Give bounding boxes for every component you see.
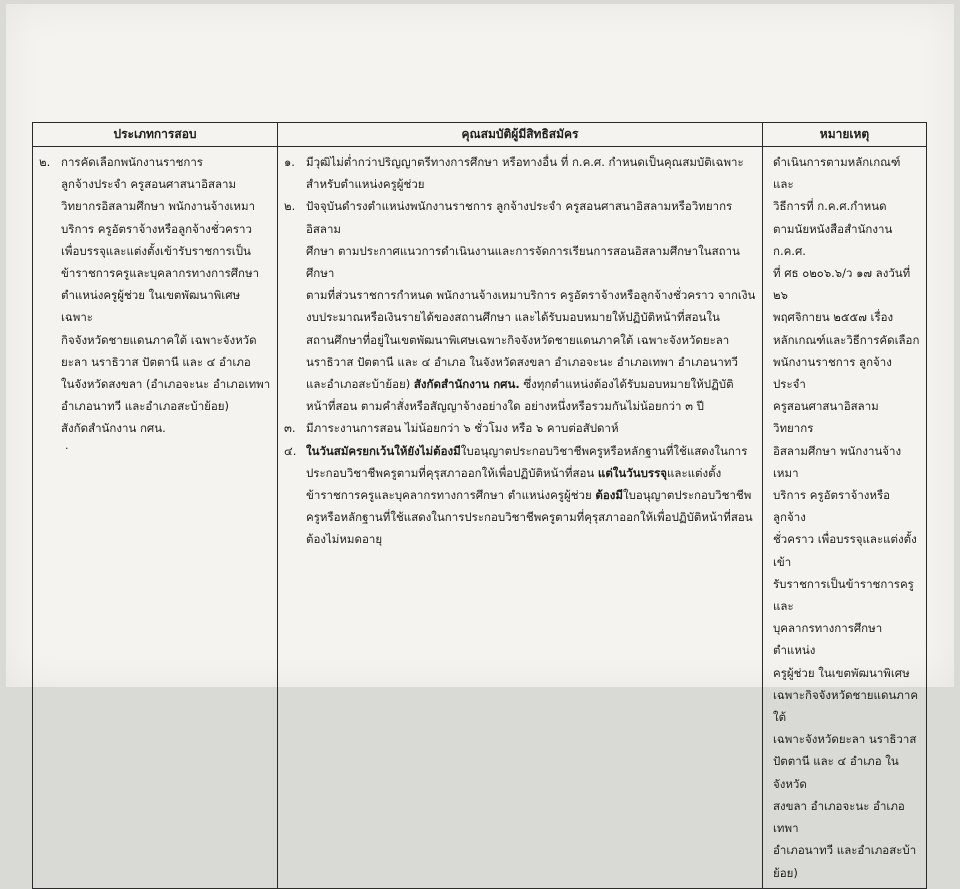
text-run: ข้าราชการครูและบุคลากรทางการศึกษา ตำแหน่งครูผู้ช่วย [306,488,596,503]
appointment-bold: แต่ในวันบรรจุ [597,465,667,480]
remark-line: วิธีการที่ ก.ค.ศ.กำหนด [773,199,887,214]
item-number: ๒. [284,199,296,214]
exam-type-line: บริการ ครูอัตราจ้างหรือลูกจ้างชั่วคราว [61,221,252,236]
remark-line: ครูสอนศาสนาอิสลาม วิทยากร [773,399,879,436]
remark-line: ครูผู้ช่วย ในเขตพัฒนาพิเศษ [773,665,910,680]
exam-type-line: ยะลา นราธิวาส ปัตตานี และ ๔ อำเภอ [61,354,251,369]
exam-type-line: การคัดเลือกพนักงานราชการ [61,155,203,169]
item-number: ๓. [284,421,296,436]
qualification-line: ต้องไม่หมดอายุ [306,532,383,547]
qualification-line [306,484,756,506]
remark-line: บุคลากรทางการศึกษา ตำแหน่ง [773,621,883,658]
qualification-line [306,462,756,484]
document-page [6,4,954,880]
remark-line: ชั่วคราว เพื่อบรรจุและแต่งตั้งเข้า [773,532,917,569]
remark-line: ตามนัยหนังสือสำนักงาน ก.ค.ศ. [773,221,893,258]
qualification-table [32,122,927,889]
qualification-line: หน้าที่สอน ตามคำสั่งหรือสัญญาจ้างอย่างใด อย่างหนึ่งหรือรวมกันไม่น้อยกว่า ๓ ปี [306,399,704,414]
remark-line: สงขลา อำเภอจะนะ อำเภอเทพา [773,798,905,836]
remark-line: ปัตตานี และ ๔ อำเภอ ในจังหวัด [773,754,899,791]
remark-line: เฉพาะกิจจังหวัดชายแดนภาคใต้ [773,687,919,725]
qualification-line [306,373,756,395]
table-row [33,147,927,889]
remark-line: เฉพาะจังหวัดยะลา นราธิวาส [773,732,917,747]
qualification-line: ตามที่ส่วนราชการกำหนด พนักงานจ้างเหมาบริการ ครูอัตราจ้างหรือลูกจ้างชั่วคราว จากเงิน [306,288,756,303]
header-qualifications: คุณสมบัติผู้มีสิทธิสมัคร [278,123,763,147]
header-exam-type: ประเภทการสอบ [33,123,278,147]
exam-type-line: อำเภอนาทวี และอำเภอสะบ้าย้อย) [61,399,230,414]
qualification-line: สำหรับตำแหน่งครูผู้ช่วย [306,177,425,192]
remark-line: บริการ ครูอัตราจ้างหรือลูกจ้าง [773,488,891,525]
text-run: ใบอนุญาตประกอบวิชาชีพ [622,488,752,503]
remark-line: ดำเนินการตามหลักเกณฑ์และ [773,155,901,192]
exam-type-line: กิจจังหวัดชายแดนภาคใต้ เฉพาะจังหวัด [61,332,257,347]
remarks-cell [763,147,927,889]
remark-line: ย้อย) [773,865,798,880]
stray-dot: . [65,438,69,452]
remark-line: อิสลามศึกษา พนักงานจ้างเหมา [773,443,902,480]
qualification-line: มีวุฒิไม่ต่ำกว่าปริญญาตรีทางการศึกษา หรือทางอื่น ที่ ก.ค.ศ. กำหนดเป็นคุณสมบัติเฉพาะ [306,155,744,169]
text-run: และแต่งตั้ง [667,465,722,480]
qualifications-cell [278,147,763,889]
exam-type-item [39,151,271,173]
header-remarks: หมายเหตุ [763,123,927,147]
qualification-item-2 [284,195,756,417]
item-number: ๒. [39,155,51,169]
text-run: ใบอนุญาตประกอบวิชาชีพครูหรือหลักฐานที่ใช้แสดงในการ [460,443,748,458]
qualification-line: สถานศึกษาที่อยู่ในเขตพัฒนาพิเศษเฉพาะกิจจังหวัดชายแดนภาคใต้ เฉพาะจังหวัดยะลา [306,332,730,347]
exam-type-line: ตำแหน่งครูผู้ช่วย ในเขตพัฒนาพิเศษเฉพาะ [61,288,241,325]
remark-line: พฤศจิกายน ๒๕๕๗ เรื่อง [773,310,894,325]
exemption-bold: ในวันสมัครยกเว้นให้ยังไม่ต้องมี [306,443,461,458]
exam-type-line: ในจังหวัดสงขลา (อำเภอจะนะ อำเภอเทพา [61,377,271,392]
remark-line: พนักงานราชการ ลูกจ้างประจำ [773,354,892,392]
affiliation-bold: สังกัดสำนักงาน กศน. [413,377,520,392]
remark-line: ที่ ศธ ๐๒๐๖.๖/ว ๑๗ ลงวันที่ ๒๖ [773,266,911,303]
qualification-item-1 [284,151,756,195]
text-run: ประกอบวิชาชีพครูตามที่คุรุสภาออกให้เพื่อปฏิบัติหน้าที่สอน [306,465,598,480]
qualification-line [306,440,756,462]
qualification-line: นราธิวาส ปัตตานี และ ๔ อำเภอ ในจังหวัดสงขลา อำเภอจะนะ อำเภอเทพา อำเภอนาทวี [306,354,738,369]
qualification-item-3 [284,417,756,439]
qualification-line: ศึกษา ตามประกาศแนวการดำเนินงานและการจัดการเรียนการสอนอิสลามศึกษาในสถานศึกษา [306,243,740,281]
remark-line: หลักเกณฑ์และวิธีการคัดเลือก [773,332,920,347]
text-run: และอำเภอสะบ้าย้อย) [306,377,414,392]
text-run: ซึ่งทุกตำแหน่งต้องได้รับมอบหมายให้ปฏิบัติ [519,377,734,392]
remark-line: อำเภอนาทวี และอำเภอสะบ้า [773,843,917,858]
qualification-line: งบประมาณหรือเงินรายได้ของสถานศึกษา และได้รับมอบหมายให้ปฏิบัติหน้าที่สอนใน [306,310,720,325]
exam-type-line: สังกัดสำนักงาน กศน. [61,421,166,436]
qualification-line: มีภาระงานการสอน ไม่น้อยกว่า ๖ ชั่วโมง หรือ ๖ คาบต่อสัปดาห์ [306,421,619,436]
qualification-line: ปัจจุบันดำรงตำแหน่งพนักงานราชการ ลูกจ้างประจำ ครูสอนศาสนาอิสลามหรือวิทยากรอิสลาม [306,199,733,236]
exam-type-line: วิทยากรอิสลามศึกษา พนักงานจ้างเหมา [61,199,256,214]
exam-type-cell [33,147,278,889]
must-have-bold: ต้องมี [595,488,623,503]
item-number: ๔. [284,443,297,458]
qualification-item-4 [284,440,756,551]
remark-line: รับราชการเป็นข้าราชการครูและ [773,576,914,614]
exam-type-line: ลูกจ้างประจำ ครูสอนศาสนาอิสลาม [61,177,237,192]
item-number: ๑. [284,155,295,169]
exam-type-line: เพื่อบรรจุและแต่งตั้งเข้ารับราชการเป็น [61,243,251,258]
exam-type-line: ข้าราชการครูและบุคลากรทางการศึกษา [61,266,260,281]
qualification-line: ครูหรือหลักฐานที่ใช้แสดงในการประกอบวิชาชีพครูตามที่คุรุสภาออกให้เพื่อปฏิบัติหน้าที่สอน [306,510,753,525]
table-header-row [33,123,927,147]
